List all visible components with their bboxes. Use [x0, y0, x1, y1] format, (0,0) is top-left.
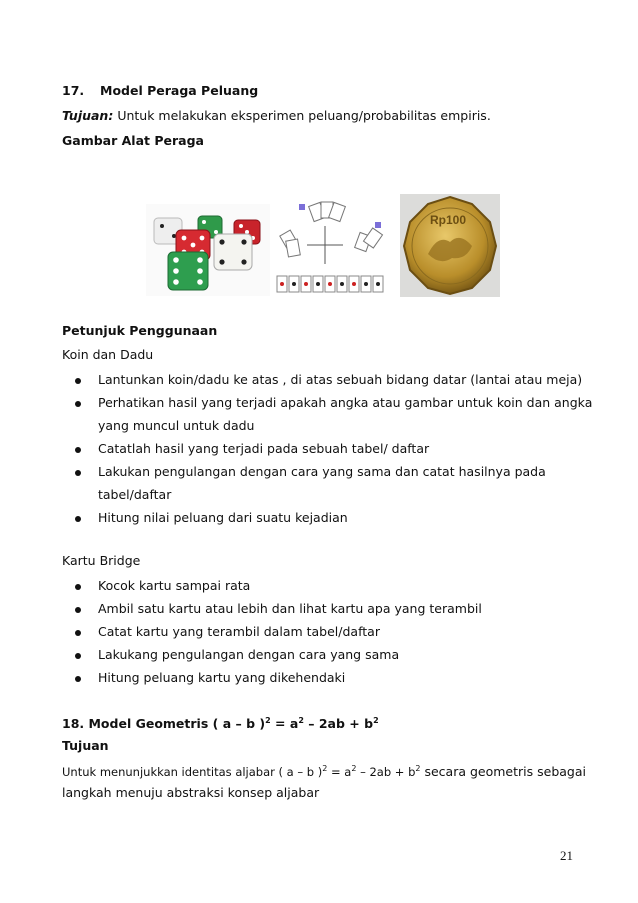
- tujuan-heading-18: Tujuan: [62, 738, 109, 753]
- list-item: Catat kartu yang terambil dalam tabel/daftar: [98, 624, 380, 639]
- list-item: Catatlah hasil yang terjadi pada sebuah tabel/ daftar: [98, 441, 430, 456]
- superscript: 2: [351, 764, 357, 773]
- section-18-paragraph-line-1: [62, 761, 586, 780]
- list-item: Lakukang pengulangan dengan cara yang sama: [98, 647, 400, 662]
- bullet-icon: [75, 676, 81, 682]
- list-item: Kocok kartu sampai rata: [98, 578, 251, 593]
- bullet-icon: [75, 630, 81, 636]
- superscript: 2: [322, 764, 328, 773]
- text-part: secara geometris sebagai: [420, 764, 586, 780]
- section-17-number: 17.: [62, 83, 85, 98]
- list-item: Hitung nilai peluang dari suatu kejadian: [98, 510, 348, 525]
- bullet-icon: [75, 516, 81, 522]
- bullet-icon: [75, 470, 81, 476]
- section-18-title: [62, 713, 379, 732]
- kartu-bridge-heading: Kartu Bridge: [62, 553, 141, 568]
- coin-value-label: Rp100: [430, 213, 467, 227]
- superscript: 2: [265, 716, 271, 725]
- list-item: Lakukan pengulangan dengan cara yang sama dan catat hasilnya pada: [98, 464, 546, 479]
- playing-cards-image: [275, 198, 395, 296]
- bullet-icon: [75, 378, 81, 384]
- text-part: Untuk menunjukkan identitas aljabar ( a – b ): [62, 765, 323, 780]
- tujuan-label: Tujuan:: [62, 108, 114, 123]
- text-part: – 2ab + b: [356, 765, 416, 780]
- title-part: = a: [270, 716, 299, 732]
- page-number: 21: [560, 848, 573, 863]
- petunjuk-heading: Petunjuk Penggunaan: [62, 323, 218, 338]
- list-item: Lantunkan koin/dadu ke atas , di atas sebuah bidang datar (lantai atau meja): [98, 372, 583, 387]
- list-item-continuation: tabel/daftar: [98, 487, 172, 502]
- superscript: 2: [298, 716, 304, 725]
- list-item: Ambil satu kartu atau lebih dan lihat kartu apa yang terambil: [98, 601, 482, 616]
- bullet-icon: [75, 447, 81, 453]
- bullet-icon: [75, 584, 81, 590]
- section-17-title: Model Peraga Peluang: [100, 83, 259, 98]
- title-part: 18. Model Geometris ( a – b ): [62, 716, 266, 732]
- list-item: Hitung peluang kartu yang dikehendaki: [98, 670, 346, 685]
- dice-image: [146, 204, 270, 296]
- section-18-paragraph-line-2: langkah menuju abstraksi konsep aljabar: [62, 785, 320, 800]
- bullet-icon: [75, 653, 81, 659]
- coin-image: [400, 194, 500, 297]
- tujuan-text: Untuk melakukan eksperimen peluang/probabilitas empiris.: [117, 108, 491, 123]
- bullet-icon: [75, 607, 81, 613]
- bullet-icon: [75, 401, 81, 407]
- gambar-label: Gambar Alat Peraga: [62, 133, 204, 148]
- superscript: 2: [415, 764, 421, 773]
- superscript: 2: [373, 716, 379, 725]
- title-part: – 2ab + b: [303, 716, 374, 732]
- list-item: Perhatikan hasil yang terjadi apakah angka atau gambar untuk koin dan angka: [98, 395, 593, 410]
- list-item-continuation: yang muncul untuk dadu: [98, 418, 255, 433]
- tujuan-line: [62, 108, 491, 124]
- text-part: = a: [327, 765, 352, 780]
- koin-dadu-heading: Koin dan Dadu: [62, 347, 154, 362]
